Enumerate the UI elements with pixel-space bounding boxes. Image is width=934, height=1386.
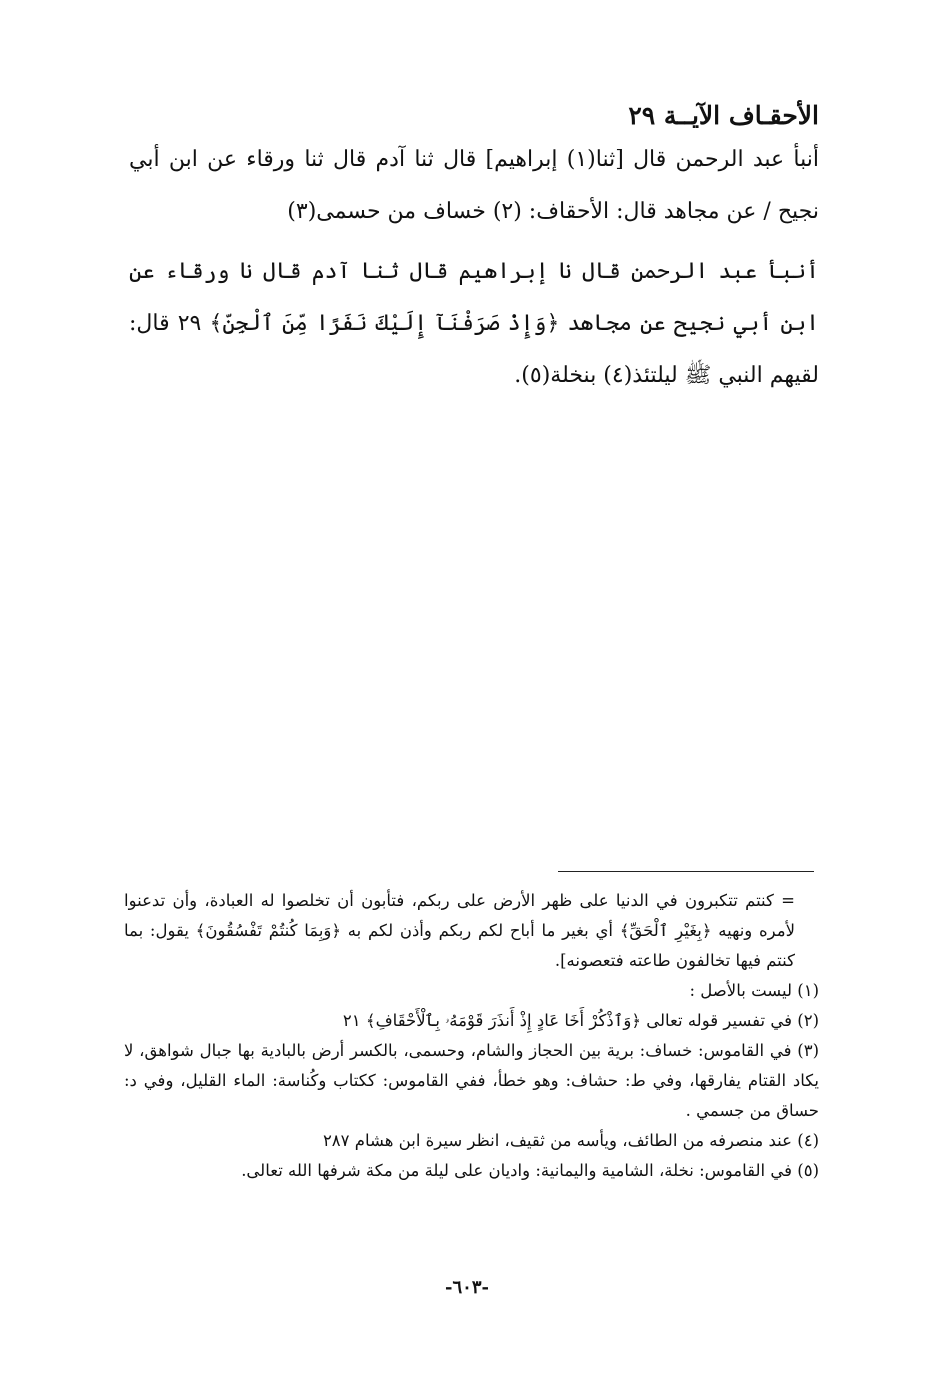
footnote-5: (٥) في القاموس: نخلة، الشامية واليمانية: واديان على ليلة من مكة شرفها الله تعالى. (241, 1161, 819, 1180)
footnote-2: (٢) في تفسير قوله تعالى ﴿وَٱذْكُرْ أَخَا عَادٍ إِذْ أَنذَرَ قَوْمَهُۥ بِٱلْأَحْقَافِ﴾ ٢١ (342, 1011, 819, 1030)
footnote-continuation: = كنتم تتكبرون في الدنيا على ظهر الأرض على ربكم، فتأبون أن تخلصوا له العبادة، وأن تدعنوا لأمره ونهيه ﴿بِغَيْرِ ٱلْحَقِّ﴾ أي بغير ما أباح لكم ربكم وأذن لكم به ﴿وَبِمَا كُنتُمْ تَفْسُقُونَ﴾ يقول: بما كنتم فيها تخالفون طاعته فتعصونه]. (124, 891, 795, 970)
footnote-1: (١) ليست بالأصل : (689, 981, 819, 1000)
footnote-3: (٣) في القاموس: خساف: برية بين الحجاز والشام، وحسمى، بالكسر أرض بالبادية بها جبال شواهق، لا يكاد القتام يفارقها، وفي ط: حشاف: وهو خطأ، ففي القاموس: ككتاب وكُناسة: الماء القليل، وفي د: حساق من جسمي . (124, 1041, 819, 1120)
footnote-4: (٤) عند منصرفه من الطائف، ويأسه من ثقيف، انظر سيرة ابن هشام ٢٨٧ (322, 1131, 819, 1150)
footnote-divider (558, 871, 814, 872)
page-number: -٦٠٣- (445, 1277, 489, 1298)
paragraph-2: أنبأ عبد الرحمن قال نا إبراهيم قال ثنا آدم قال نا ورقاء عن ابن أبي نجيح عن مجاهد ﴿وَإِذْ صَرَفْنَآ إِلَيْكَ نَفَرًا مِّنَ ٱلْجِنِّ﴾ ٢٩ قال: لقيهم النبي ﷺ ليلتئذ(٤) بنخلة(٥). (129, 259, 819, 388)
footnotes (124, 886, 819, 1186)
paragraph-1: أنبأ عبد الرحمن قال [ثنا(١) إبراهيم] قال ثنا آدم قال ثنا ورقاء عن ابن أبي نجيح / عن مجاهد قال: الأحقاف: (٢) خساف من حسمى(٣) (129, 147, 819, 224)
section-heading: الأحقـاف الآيــة ٢٩ (628, 101, 819, 130)
